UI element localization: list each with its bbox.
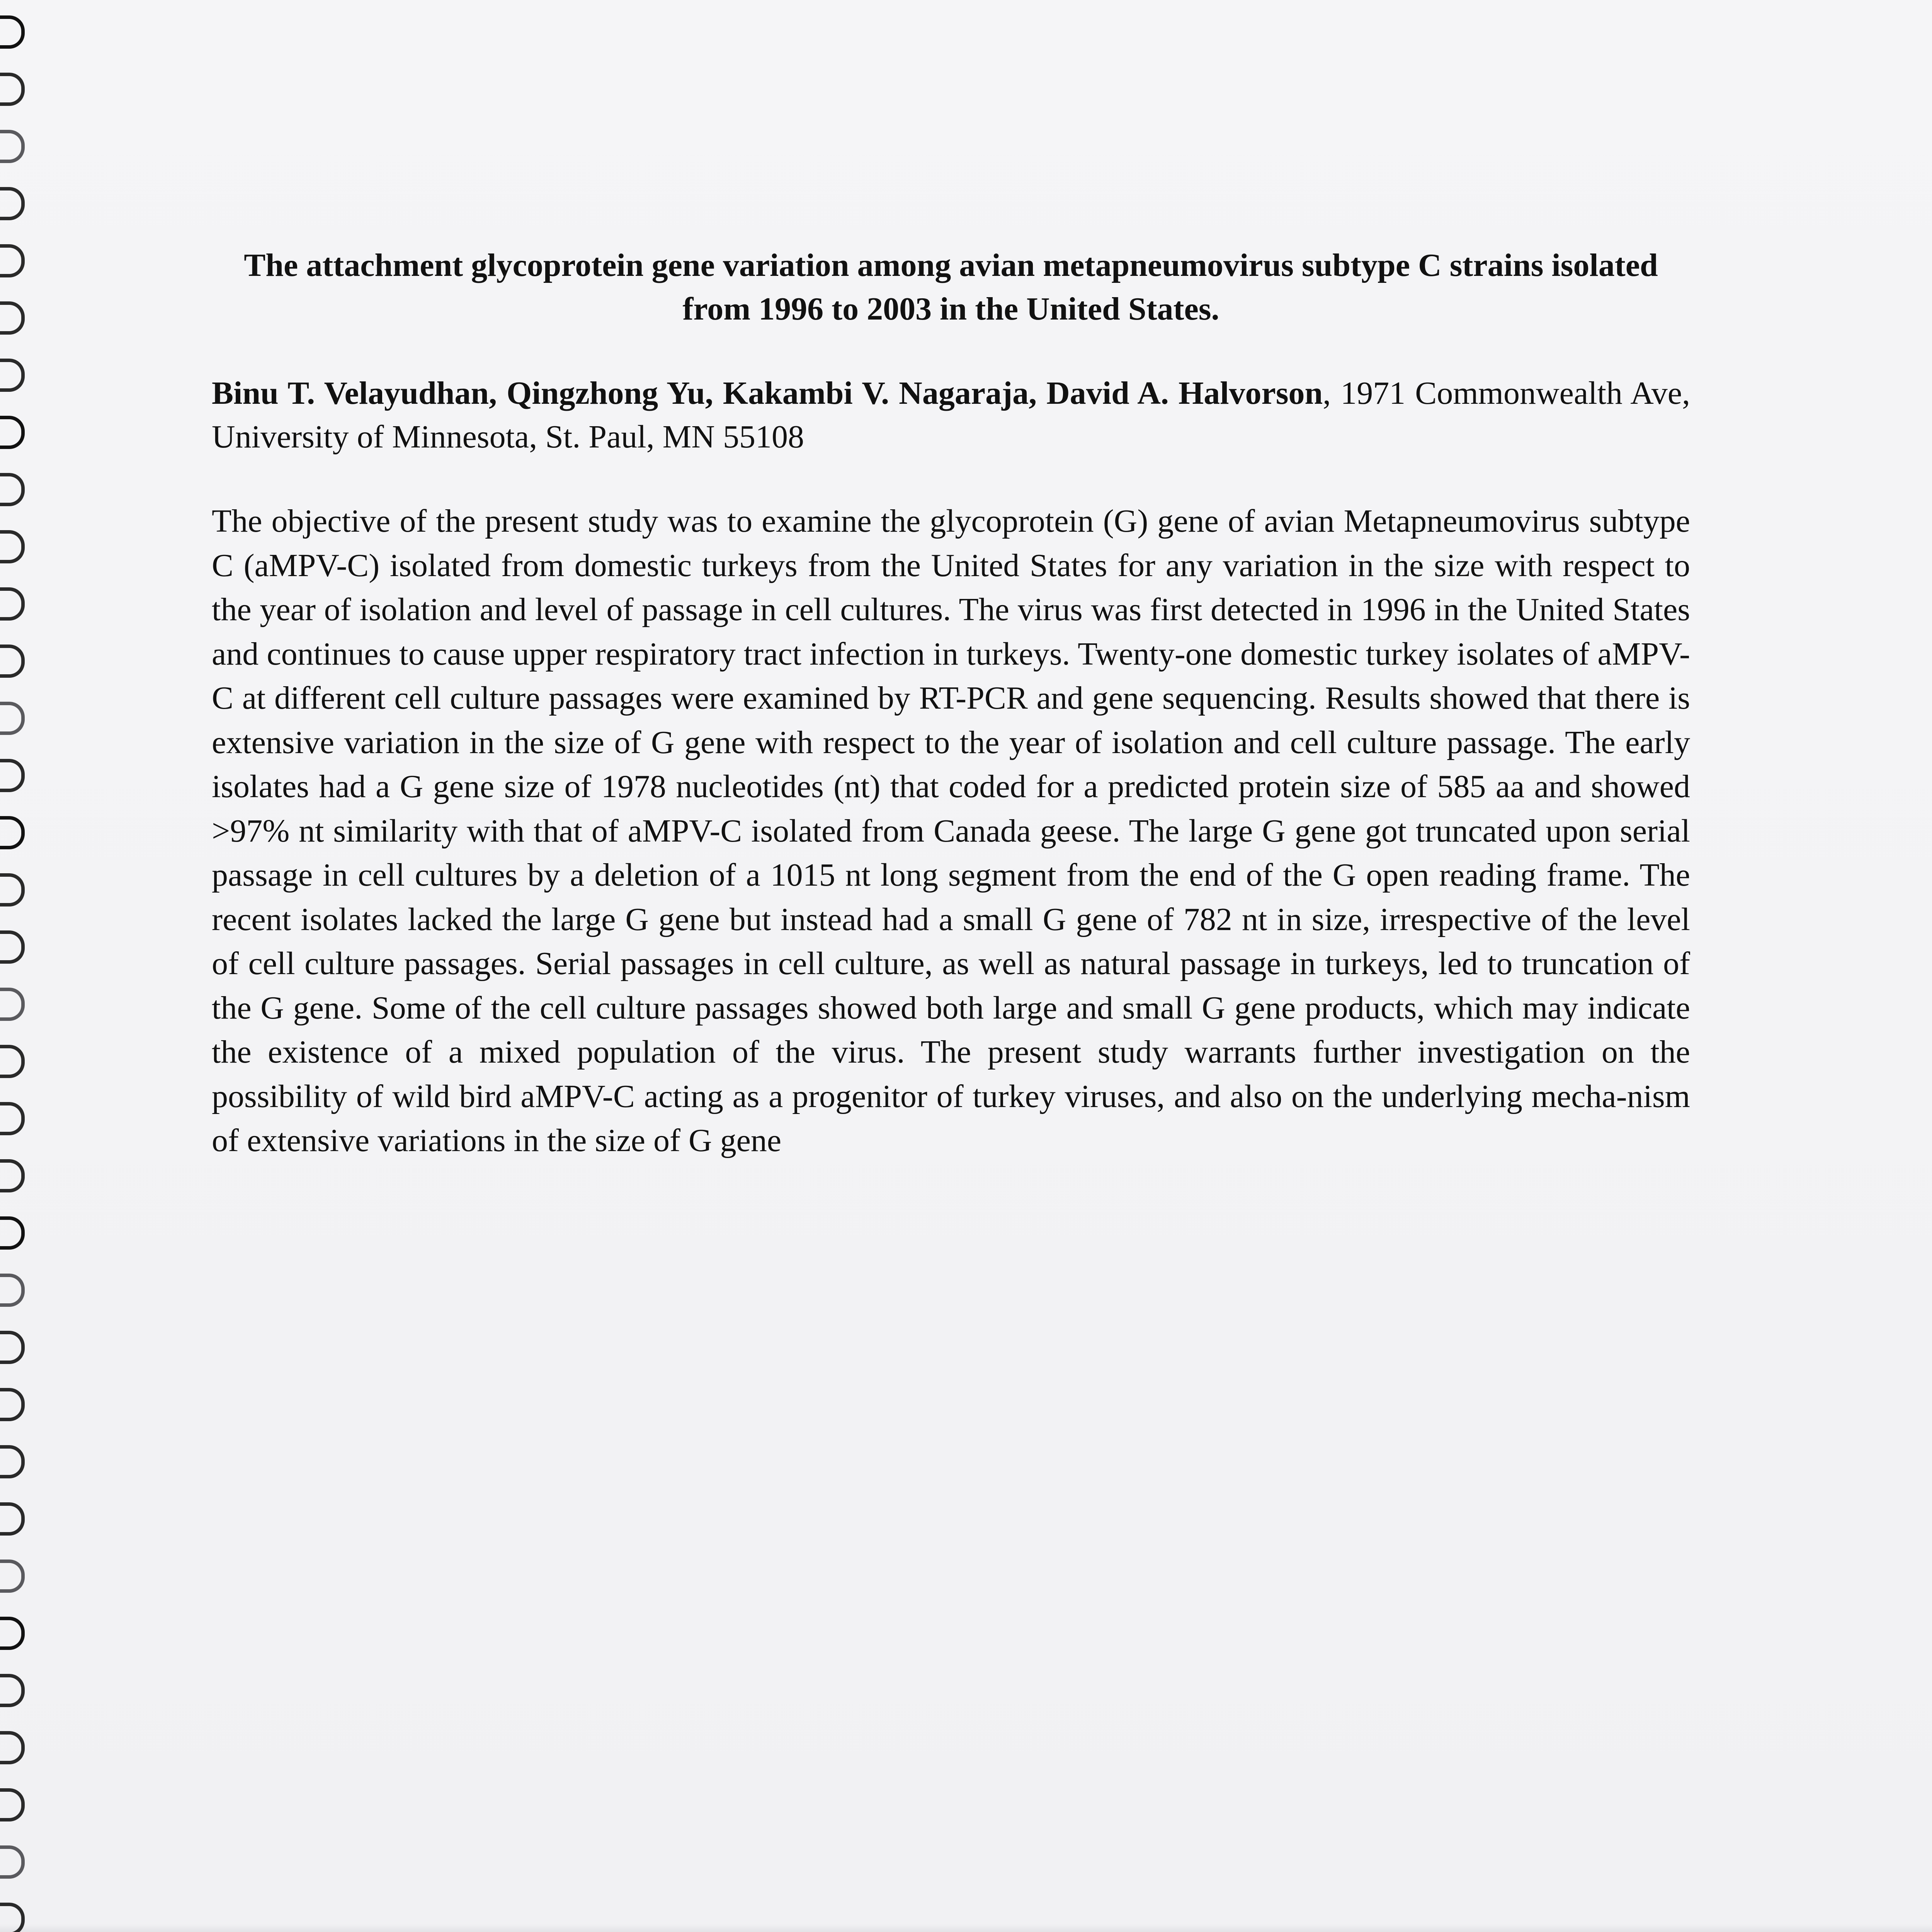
binding-ring (0, 1445, 25, 1478)
binding-ring (0, 473, 25, 506)
author-affiliation: , 1971 Commonwealth Ave, University of Minnesota, St. Paul, MN 55108 (212, 375, 1690, 455)
binding-ring (0, 1903, 25, 1932)
author-names: Binu T. Velayudhan, Qingzhong Yu, Kakambi V. Nagaraja, David A. Halvorson (212, 375, 1323, 411)
binding-ring (0, 988, 25, 1021)
binding-ring (0, 930, 25, 964)
binding-ring (0, 1674, 25, 1707)
binding-ring (0, 1274, 25, 1307)
binding-ring (0, 1388, 25, 1421)
abstract-body: The objective of the present study was to examine the glycoprotein (G) gene of avian Metapneumovirus subtype C (aMPV-C) isolated from domestic turkeys from the United States for any variation in the size with respect to the year of isolation and level of passage in cell cultures. The virus was first detected in 1996 in the United States and continues to cause upper respiratory tract infection in turkeys. Twenty-one domestic turkey isolates of aMPV-C at different cell culture passages were examined by RT-PCR and gene sequencing. Results showed that there is extensive variation in the size of G gene with respect to the year of isolation and cell culture passage. The early isolates had a G gene size of 1978 nucleotides (nt) that coded for a predicted protein size of 585 aa and showed >97% nt similarity with that of aMPV-C isolated from Canada geese. The large G gene got truncated upon serial passage in cell cultures by a deletion of a 1015 nt long segment from the end of the G open reading frame. The recent isolates lacked the large G gene but instead had a small G gene of 782 nt in size, irrespective of the level of cell culture passages. Serial passages in cell culture, as well as natural passage in turkeys, led to truncation of the G gene. Some of the cell culture passages showed both large and small G gene products, which may indicate the existence of a mixed population of the virus. The present study warrants further investigation on the possibility of wild bird aMPV-C acting as a progenitor of turkey viruses, and also on the underlying mecha-nism of extensive variations in the size of G gene (212, 503, 1690, 1158)
binding-ring (0, 301, 25, 335)
binding-ring (0, 1788, 25, 1821)
binding-ring (0, 73, 25, 106)
binding-ring (0, 1216, 25, 1250)
binding-ring (0, 1845, 25, 1879)
binding-ring (0, 587, 25, 621)
binding-ring (0, 816, 25, 849)
binding-ring (0, 702, 25, 735)
binding-ring (0, 1502, 25, 1536)
abstract-document (212, 243, 1690, 1163)
scan-fold-shadow (0, 1924, 1932, 1932)
spiral-binding (0, 0, 43, 1932)
binding-ring (0, 1617, 25, 1650)
binding-ring (0, 15, 25, 49)
binding-ring (0, 359, 25, 392)
binding-ring (0, 187, 25, 220)
binding-ring (0, 530, 25, 563)
binding-ring (0, 759, 25, 792)
binding-ring (0, 873, 25, 906)
binding-ring (0, 645, 25, 678)
binding-ring (0, 416, 25, 449)
binding-ring (0, 130, 25, 163)
binding-ring (0, 244, 25, 277)
binding-ring (0, 1102, 25, 1135)
binding-ring (0, 1045, 25, 1078)
page-title: The attachment glycoprotein gene variation among avian metapneumovirus subtype C strains isolated from 1996 to 2003 in the United States. (244, 247, 1658, 327)
author-line (212, 371, 1690, 459)
binding-ring (0, 1731, 25, 1764)
binding-ring (0, 1560, 25, 1593)
binding-ring (0, 1159, 25, 1192)
binding-ring (0, 1331, 25, 1364)
